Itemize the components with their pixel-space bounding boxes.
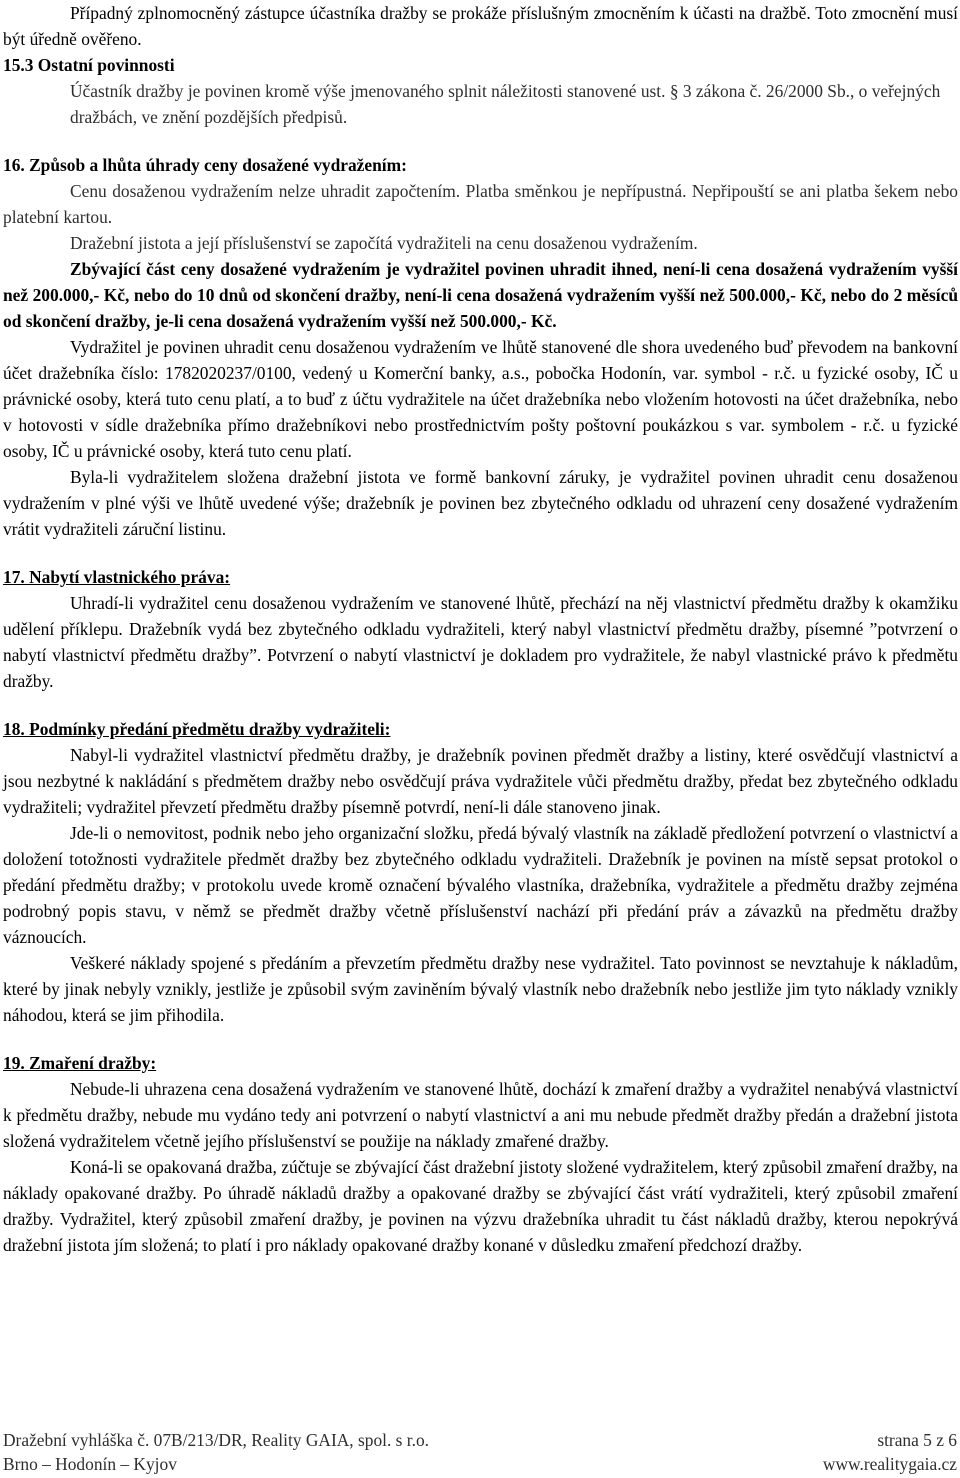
section-19-p1: Nebude-li uhrazena cena dosažená vydražením ve stanovené lhůtě, dochází k zmaření dražby a vydražitel nenabývá vlastnictví k předmětu dražby, nebude mu vydáno tedy ani potvrzení o nabytí vlastnictví a ani mu nebude předmět dražby předán a dražební jistota složená vydražitelem včetně jejího příslušenství se použije na náklady zmařené dražby. [3,1079,958,1151]
section-16-p4: Vydražitel je povinen uhradit cenu dosaženou vydražením ve lhůtě stanovené dle shora uvedeného buď převodem na bankovní účet dražebníka číslo: 1782020237/0100, vedený u Komerční banky, a.s., pobočka Hodonín, var. symbol - r.č. u fyzické osoby, IČ u právnické osoby, která tuto cenu platí, a to buď z účtu vydražitele na účet dražebníka nebo vložením hotovosti na účet dražebníka, nebo v hotovosti v sídle dražebníka přímo dražebníkovi nebo prostřednictvím pošty poštovní poukázkou s var. symbolem - r.č. u fyzické osoby, IČ u právnické osoby, která tuto cenu platí. [3,337,958,461]
section-17-heading [3,564,958,590]
section-17-heading-text: 17. Nabytí vlastnického práva: [3,567,231,587]
paragraph-proxy: Případný zplnomocněný zástupce účastníka dražby se prokáže příslušným zmocněním k účasti na dražbě. Toto zmocnění musí být úředně ověřeno. [3,3,958,49]
section-18-p2: Jde-li o nemovitost, podnik nebo jeho organizační složku, předá bývalý vlastník na základě předložení potvrzení o vlastnictví a doložení totožnosti vydražitele předmět dražby bez zbytečného odkladu vydražiteli. Dražebník je povinen na místě sepsat protokol o předání předmětu dražby; v protokolu uvede kromě označení bývalého vlastníka, dražebníka, vydražitele a předmětu dražby zejména podrobný popis stavu, v němž se předmět dražby včetně příslušenství nachází při předání práv a závazků na předmětu dražby váznoucích. [3,823,958,947]
section-18-heading-text: 18. Podmínky předání předmětu dražby vydražiteli: [3,719,391,739]
footer-row-1 [3,1428,957,1452]
section-15-text: Účastník dražby je povinen kromě výše jmenovaného splnit náležitosti stanovené ust. § 3 zákona č. 26/2000 Sb., o veřejných dražbách, ve znění pozdějších předpisů. [70,81,941,127]
section-16-p2: Dražební jistota a její příslušenství se započítá vydražiteli na cenu dosaženou vydražením. [70,233,698,253]
footer-page-number: strana 5 z 6 [877,1430,957,1450]
section-18-heading [3,716,958,742]
footer-locations: Brno – Hodonín – Kyjov [3,1454,177,1474]
section-16-p3: Zbývající část ceny dosažené vydražením je vydražitel povinen uhradit ihned, není-li cena dosažená vydražením vyšší než 200.000,- Kč, nebo do 10 dnů od skončení dražby, není-li cena dosažená vydražením vyšší než 500.000,- Kč, nebo do 2 měsíců od skončení dražby, je-li cena dosažená vydražením vyšší než 500.000,- Kč. [3,259,958,331]
section-16-p1a: Cenu dosaženou vydražením nelze uhradit započtením. [70,181,461,201]
section-15-heading: 15.3 Ostatní povinnosti [3,55,175,75]
footer-document-id: Dražební vyhláška č. 07B/213/DR, Reality GAIA, spol. s r.o. [3,1430,430,1450]
section-19-heading-text: 19. Zmaření dražby: [3,1053,157,1073]
section-19-p2: Koná-li se opakovaná dražba, zúčtuje se zbývající část dražební jistoty složené vydražitelem, který způsobil zmaření dražby, na náklady opakované dražby. Po úhradě nákladů dražby a opakované dražby se zbývající část vrátí vydražiteli, který způsobil zmaření dražby. Vydražitel, který způsobil zmaření dražby, je povinen na výzvu dražebníka uhradit tu část nákladů dražby, kterou nepokrývá dražební jistota jím složená; to platí i pro náklady opakované dražby konané v důsledku zmaření předchozí dražby. [3,1157,958,1255]
page-footer [3,1428,957,1476]
section-18-p3: Veškeré náklady spojené s předáním a převzetím předmětu dražby nese vydražitel. Tato povinnost se nevztahuje k nákladům, které by jinak nebyly vznikly, jestliže je způsobil svým zaviněním bývalý vlastník nebo dražebník nebo jestliže jim tyto náklady vznikly náhodou, která se jim přihodila. [3,953,958,1025]
section-17-p1: Uhradí-li vydražitel cenu dosaženou vydražením ve stanovené lhůtě, přechází na něj vlastnictví předmětu dražby k okamžiku udělení příklepu. Dražebník vydá bez zbytečného odkladu vydražiteli, který nabyl vlastnictví předmětu dražby, písemné ”potvrzení o nabytí vlastnictví předmětu dražby”. Potvrzení o nabytí vlastnictví je dokladem pro vydražitele, že nabyl vlastnické právo k předmětu dražby. [3,593,958,691]
section-16-p1 [3,178,958,230]
document-page [3,0,958,1258]
footer-row-2 [3,1452,957,1476]
footer-website: www.realitygaia.cz [822,1454,957,1474]
section-16-p1b: Platba směnkou je nepřípustná. Nepřipouští se ani platba šekem nebo platební kartou. [3,181,958,227]
section-16-p5: Byla-li vydražitelem složena dražební jistota ve formě bankovní záruky, je vydražitel povinen uhradit cenu dosaženou vydražením v plné výši ve lhůtě uvedené výše; dražebník je povinen bez zbytečného odkladu od uhrazení ceny dosažené vydražením vrátit vydražiteli záruční listinu. [3,467,958,539]
section-18-p1: Nabyl-li vydražitel vlastnictví předmětu dražby, je dražebník povinen předmět dražby a listiny, které osvědčují vlastnictví a jsou nezbytné k nakládání s předmětem dražby nebo osvědčují práva vydražitele vůči předmětu dražby, předat bez zbytečného odkladu vydražiteli; vydražitel převzetí předmětu dražby písemně potvrdí, není-li dále stanoveno jinak. [3,745,958,817]
section-16-heading: 16. Způsob a lhůta úhrady ceny dosažené vydražením: [3,155,407,175]
section-19-heading [3,1050,958,1076]
